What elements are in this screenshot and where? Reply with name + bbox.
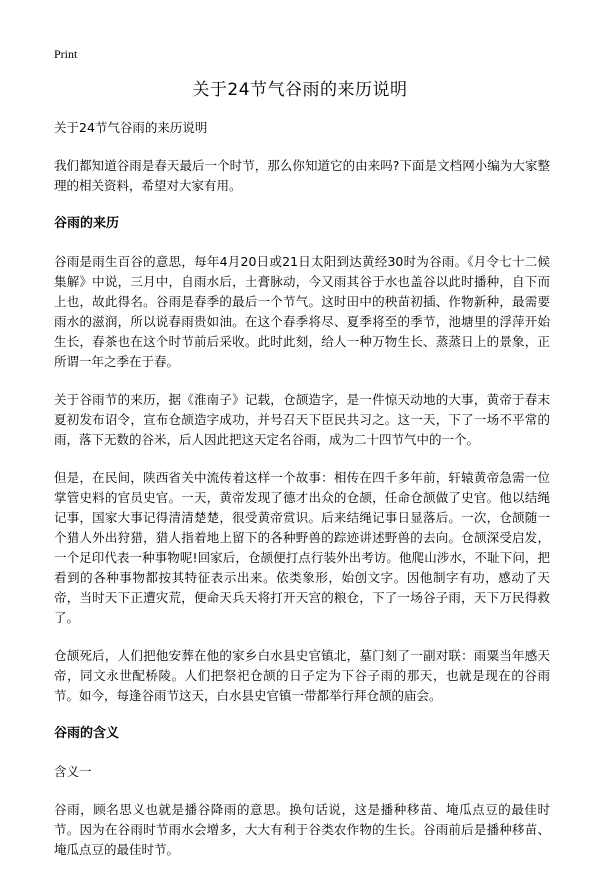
section-heading-meaning: 谷雨的含义	[54, 726, 120, 741]
origin-paragraph-1: 谷雨是雨生百谷的意思，每年4月20日或21日太阳到达黄经30时为谷雨。《月令七十二候集解》中说，三月中，自雨水后，土膏脉动，今又雨其谷于水也盖谷以此时播种，自下而上也，故此得名。谷雨是春季的最后一个节气。这时田中的秧苗初插、作物新种，最需要雨水的滋润，所以说春雨贵如油。在这个春季将尽、夏季将至的季节，池塘里的浮萍开始生长，春茶也在这个时节前后采收。此时此刻，给人一种万物生长、蒸蒸日上的景象，正所谓一年之季在于春。	[54, 254, 550, 369]
intro-paragraph: 我们都知道谷雨是春天最后一个时节，那么你知道它的由来吗?下面是文档网小编为大家整理的相关资料，希望对大家有用。	[54, 158, 550, 193]
meaning-subheading: 含义一	[54, 764, 92, 779]
document-title: 关于24节气谷雨的来历说明	[192, 80, 408, 100]
print-link[interactable]: Print	[54, 47, 78, 61]
origin-paragraph-4: 仓颉死后，人们把他安葬在他的家乡白水县史官镇北，墓门刻了一副对联：雨粟当年感天帝，同文永世配桥陵。人们把祭祀仓颉的日子定为下谷子雨的那天，也就是现在的谷雨节。如今，每逢谷雨节这天，白水县史官镇一带都举行拜仓颉的庙会。	[54, 648, 550, 703]
article-body	[54, 118, 550, 878]
meaning-paragraph-1: 谷雨，顾名思义也就是播谷降雨的意思。换句话说，这是播种移苗、埯瓜点豆的最佳时节。因为在谷雨时节雨水会增多，大大有利于谷类农作物的生长。谷雨前后是播种移苗、埯瓜点豆的最佳时节。	[54, 802, 550, 857]
origin-paragraph-2: 关于谷雨节的来历，据《淮南子》记载，仓颉造字，是一件惊天动地的大事，黄帝于春末夏初发布诏令，宣布仓颉造字成功，并号召天下臣民共习之。这一天，下了一场不平常的雨，落下无数的谷米，后人因此把这天定名谷雨，成为二十四节气中的一个。	[54, 392, 550, 447]
section-heading-origin: 谷雨的来历	[54, 216, 120, 231]
article-subtitle: 关于24节气谷雨的来历说明	[54, 120, 208, 135]
origin-paragraph-3: 但是，在民间，陕西省关中流传着这样一个故事：相传在四千多年前，轩辕黄帝急需一位掌管史料的官员史官。一天，黄帝发现了德才出众的仓颉，任命仓颉做了史官。他以结绳记事，国家大事记得清清楚楚，很受黄帝赏识。后来结绳记事日显落后。一次，仓颉随一个猎人外出狩猎，猎人指着地上留下的各种野兽的踪迹讲述野兽的去向。仓颉深受启发，一个足印代表一种事物呢!回家后，仓颉便打点行装外出考访。他爬山涉水，不耻下问，把看到的各种事物都按其特征表示出来。依类象形，始创文字。因他制字有功，感动了天帝，当时天下正遭灾荒，便命天兵天将打开天宫的粮仓，下了一场谷子雨，天下万民得救了。	[54, 470, 550, 625]
